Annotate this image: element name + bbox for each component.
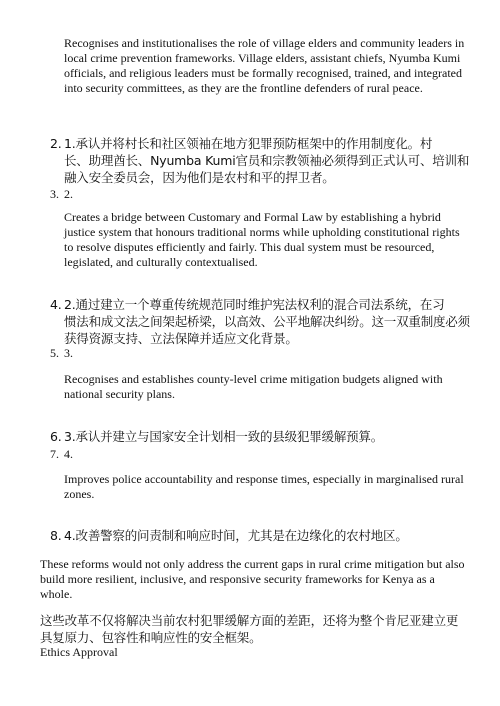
list-item-7-text: 4. — [64, 447, 73, 461]
list-item-5 — [50, 346, 470, 361]
list-number: 5. — [50, 346, 59, 360]
list-number: 8. — [50, 528, 62, 543]
section-heading-ethics-approval: Ethics Approval — [40, 645, 118, 659]
list-number: 3. — [50, 187, 59, 201]
list-item-6-text: 3.承认并建立与国家安全计划相一致的县级犯罪缓解预算。 — [64, 429, 384, 444]
list-item-5-text: 3. — [64, 346, 73, 360]
list-item-4-line1: 2.通过建立一个尊重传统规范同时维护宪法权利的混合司法系统，在习 — [64, 297, 445, 312]
list-number: 7. — [50, 447, 59, 461]
list-number: 4. — [50, 297, 62, 312]
list-number: 6. — [50, 429, 62, 444]
paragraph-elders-role-en: Recognises and institutionalises the role of village elders and community leaders in local crime prevention frameworks. Village elders, assistant chiefs, Nyumba Kumi officials, and religious leaders must be formally recognised, trained, and integrated into security committees, as they are the frontline defenders of rural peace. — [64, 36, 465, 95]
list-item-4 — [50, 296, 470, 347]
list-item-7 — [50, 447, 470, 462]
list-item-3-text: 2. — [64, 187, 73, 201]
list-item-4-continuation: 惯法和成文法之间架起桥梁，以高效、公平地解决纠纷。这一双重制度必须获得资源支持、立法保障并适应文化背景。 — [64, 314, 470, 346]
list-item-2-line1: 1.承认并将村长和社区领袖在地方犯罪预防框架中的作用制度化。村 — [64, 136, 433, 151]
list-item-6 — [50, 428, 470, 445]
paragraph-reforms-summary-en: These reforms would not only address the current gaps in rural crime mitigation but also build more resilient, inclusive, and responsive security frameworks for Kenya as a whole. — [40, 557, 465, 601]
list-item-3 — [50, 187, 470, 202]
paragraph-reforms-summary-zh: 这些改革不仅将解决当前农村犯罪缓解方面的差距，还将为整个肯尼亚建立更具复原力、包容性和响应性的安全框架。 — [40, 613, 459, 645]
paragraph-hybrid-justice-en: Creates a bridge between Customary and Formal Law by establishing a hybrid justice system that honours traditional norms while upholding constitutional rights to resolve disputes efficiently and fairly. This dual system must be resourced, legislated, and culturally contextualised. — [64, 210, 460, 269]
paragraph-police-accountability-en: Improves police accountability and response times, especially in marginalised rural zones. — [64, 472, 464, 501]
list-number: 2. — [50, 136, 62, 151]
list-item-8-text: 4.改善警察的问责制和响应时间，尤其是在边缘化的农村地区。 — [64, 528, 408, 543]
list-item-8 — [50, 527, 470, 544]
list-item-2-continuation: 长、助理酋长、Nyumba Kumi官员和宗教领袖必须得到正式认可、培训和融入安全委员会，因为他们是农村和平的捍卫者。 — [64, 153, 470, 185]
list-item-2 — [50, 135, 470, 186]
paragraph-county-budgets-en: Recognises and establishes county-level crime mitigation budgets aligned with national security plans. — [64, 372, 443, 401]
